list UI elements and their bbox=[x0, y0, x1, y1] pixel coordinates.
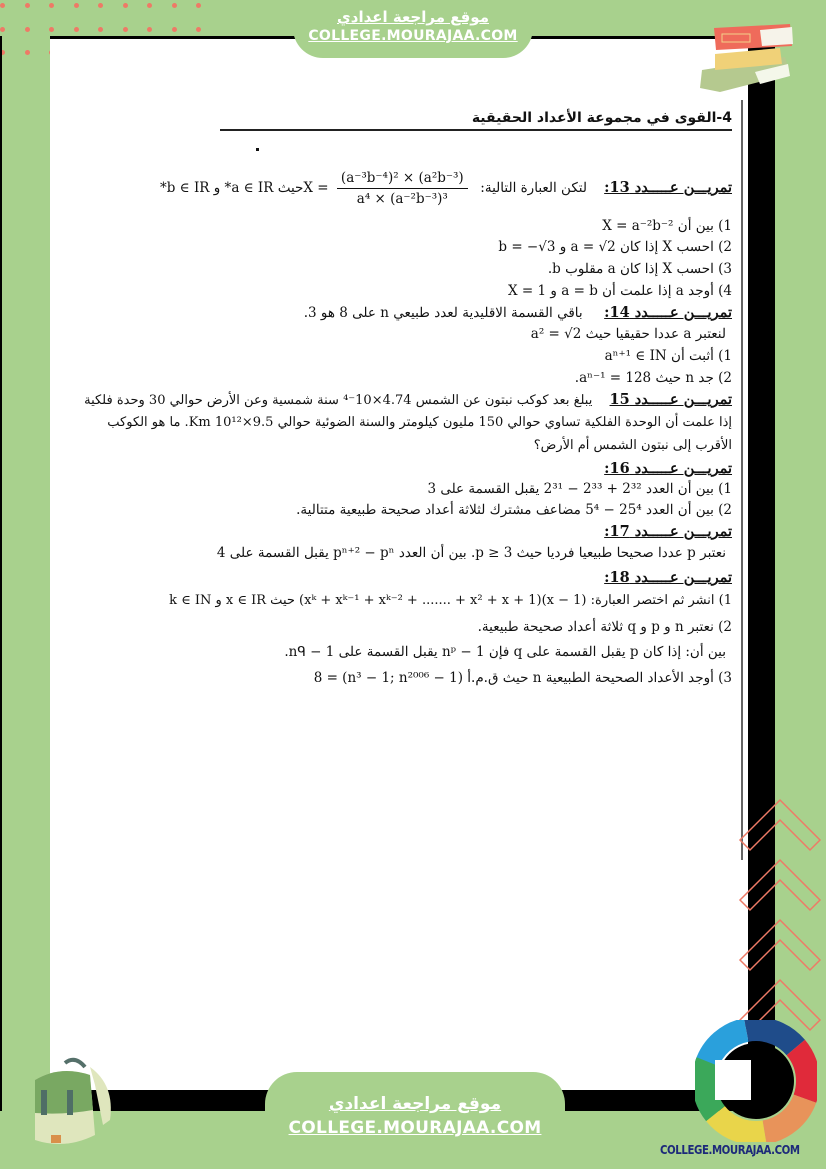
condition: حيث a ∈ IR* و b ∈ IR* bbox=[159, 180, 304, 196]
exercise-15-header bbox=[84, 391, 732, 408]
exercise-14-header bbox=[304, 304, 732, 321]
exercise-heading: تمريـــن عـــــدد 18: bbox=[604, 569, 732, 586]
exercise-heading: تمريـــن عـــــدد 16: bbox=[604, 460, 732, 477]
exercise-item: 2) جد n حيث aⁿ⁻¹ = 128. bbox=[574, 370, 732, 386]
exercise-heading: تمريـــن عـــــدد 13: bbox=[604, 179, 732, 196]
dot bbox=[25, 50, 30, 55]
site-name[interactable]: موقع مراجعة اعدادي bbox=[328, 1094, 502, 1114]
formula-lhs: X = bbox=[303, 180, 329, 196]
dot bbox=[196, 27, 201, 32]
exercise-text: يبلغ بعد كوكب نبتون عن الشمس 4.74×10⁻⁴ سنة شمسية وعن الأرض حوالي 30 وحدة فلكية bbox=[84, 393, 593, 408]
exercise-13-header bbox=[160, 170, 732, 207]
exercise-item: 2) نعتبر n و p و q ثلاثة أعداد صحيحة طبيعية. bbox=[477, 619, 732, 635]
stray-dot bbox=[256, 148, 259, 151]
dot bbox=[147, 3, 152, 8]
footer-banner[interactable] bbox=[265, 1072, 565, 1169]
exercise-intro: باقي القسمة الاقليدية لعدد طبيعي n على 8 هو 3. bbox=[303, 305, 583, 321]
exercise-heading: تمريـــن عـــــدد 17: bbox=[604, 523, 732, 540]
subjects-wheel-logo-icon bbox=[695, 1020, 817, 1142]
dot bbox=[172, 3, 177, 8]
exercise-item: 2) احسب X إذا كان a = √2 و b = −√3 bbox=[498, 239, 732, 255]
denominator: a⁴ × (a⁻²b⁻³)³ bbox=[356, 191, 448, 207]
exercise-item: لنعتبر a عددا حقيقيا حيث a² = √2 bbox=[530, 326, 726, 342]
page-border-line bbox=[741, 100, 743, 860]
header-banner[interactable] bbox=[293, 0, 533, 58]
exercise-item: 3) احسب X إذا كان a مقلوب b. bbox=[547, 261, 732, 277]
exercise-heading: تمريـــن عـــــدد 14: bbox=[604, 304, 732, 321]
dot bbox=[123, 27, 128, 32]
exercise-intro: لتكن العبارة التالية: bbox=[480, 180, 587, 196]
fraction bbox=[337, 170, 468, 207]
dot bbox=[0, 27, 5, 32]
dot bbox=[25, 3, 30, 8]
books-icon bbox=[690, 12, 800, 92]
exercise-text: الأقرب إلى نبتون الشمس أم الأرض؟ bbox=[533, 438, 732, 453]
exercise-item: 1) بين أن العدد 2³² + 2³³ − 2³¹ يقبل القسمة على 3 bbox=[427, 481, 732, 497]
dot bbox=[147, 27, 152, 32]
exercise-item: 2) بين أن العدد 25⁴ − 5⁴ مضاعف مشترك لثلاثة أعداد صحيحة طبيعية متتالية. bbox=[296, 502, 732, 518]
dot bbox=[74, 27, 79, 32]
numerator: (a⁻³b⁻⁴)² × (a²b⁻³) bbox=[337, 170, 468, 189]
formula bbox=[303, 170, 476, 207]
exercise-18-header bbox=[604, 569, 732, 586]
backpack-icon bbox=[15, 1055, 115, 1155]
dot bbox=[25, 27, 30, 32]
exercise-heading: تمريـــن عـــــدد 15 bbox=[609, 391, 732, 408]
dot bbox=[49, 27, 54, 32]
exercise-item: بين أن: إذا كان p يقبل القسمة على q فإن nᵖ − 1 يقبل القسمة على nᑫ − 1. bbox=[284, 644, 726, 660]
site-url[interactable]: COLLEGE.MOURAJAA.COM bbox=[288, 1118, 542, 1138]
dot bbox=[98, 27, 103, 32]
exercise-item: 4) أوجد a إذا علمت أن a = b و X = 1 bbox=[508, 283, 732, 299]
chevron-decoration-icon bbox=[735, 790, 826, 1040]
exercise-16-header bbox=[604, 460, 732, 477]
exercise-item: 1) أثبت أن aⁿ⁺¹ ∈ IN bbox=[604, 348, 732, 364]
exercise-item: 1) بين أن X = a⁻²b⁻² bbox=[602, 218, 732, 234]
dot bbox=[98, 3, 103, 8]
dot bbox=[74, 3, 79, 8]
exercise-text: إذا علمت أن الوحدة الفلكية تساوي حوالي 150 مليون كيلومتر والسنة الضوئية حوالي 9.5×10¹² Km. ما هو الكوكب bbox=[107, 415, 732, 430]
dot bbox=[196, 3, 201, 8]
frame-edge bbox=[0, 36, 2, 1111]
logo-url[interactable]: COLLEGE.MOURAJAA.COM bbox=[660, 1143, 800, 1157]
exercise-item: 3) أوجد الأعداد الصحيحة الطبيعية n حيث ق.م.أ (n³ − 1; n²⁰⁰⁶ − 1) = 8 bbox=[313, 670, 732, 686]
dot bbox=[49, 3, 54, 8]
exercise-item: نعتبر p عددا صحيحا طبيعيا فرديا حيث p ≥ 3. بين أن العدد pⁿ⁺² − pⁿ يقبل القسمة على 4 bbox=[216, 545, 726, 561]
section-title: 4-القوى في مجموعة الأعداد الحقيقية bbox=[220, 110, 732, 131]
exercise-item: 1) انشر ثم اختصر العبارة: (x − 1)(xᵏ + xᵏ⁻¹ + xᵏ⁻² + ....... + x² + x + 1) حيث x ∈ IR و k ∈ IN bbox=[169, 593, 732, 608]
dot bbox=[123, 3, 128, 8]
exercise-17-header bbox=[604, 523, 732, 540]
dot bbox=[0, 3, 5, 8]
dot bbox=[172, 27, 177, 32]
site-url[interactable]: COLLEGE.MOURAJAA.COM bbox=[308, 28, 518, 44]
site-name[interactable]: موقع مراجعة اعدادي bbox=[337, 8, 489, 26]
